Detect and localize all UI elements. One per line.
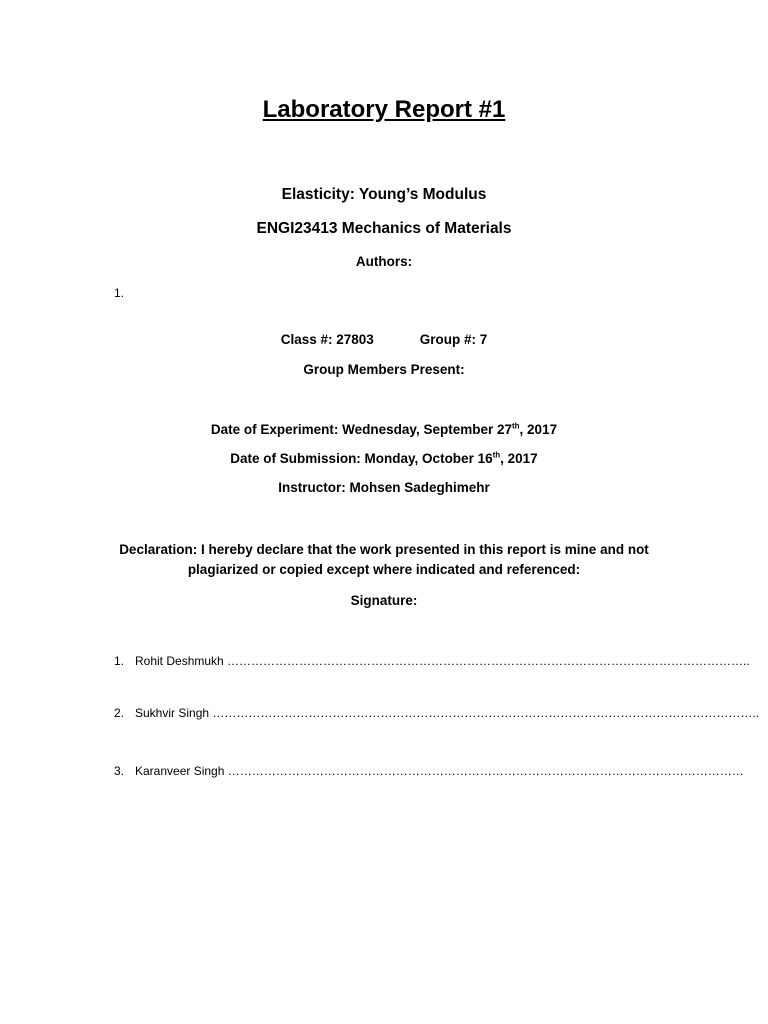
signature-line [114,764,744,778]
class-group-line [0,332,768,347]
experiment-date [0,422,768,437]
experiment-subtitle: Elasticity: Young’s Modulus [281,186,487,203]
report-title: Laboratory Report #1 [262,96,506,123]
members-present-label: Group Members Present: [303,362,465,377]
authors-list-number: 1. [114,286,125,300]
submission-date [0,451,768,466]
signature-number: 2. [114,706,125,720]
experiment-date-sup: th [511,421,520,431]
signature-label: Signature: [350,593,418,608]
signature-entry: Sukhvir Singh ……………………………………………………………………………………………………………………….. [135,706,760,720]
experiment-date-year: , 2017 [519,422,558,437]
signature-number: 1. [114,654,125,668]
signature-line [114,706,759,720]
signature-entry: Karanveer Singh ………………………………………………………………………………………………………………… [135,764,744,778]
submission-date-year: , 2017 [500,451,538,466]
signature-number: 3. [114,764,125,778]
declaration-line-1: Declaration: I hereby declare that the work presented in this report is mine and not [119,542,649,557]
submission-date-text: Date of Submission: Monday, October 16 [230,451,493,466]
class-number: Class #: 27803 [280,332,374,347]
submission-date-sup: th [492,450,501,460]
signature-line [114,654,750,668]
signature-entry: Rohit Deshmukh ………………………………………………………………………………………………………………….. [135,654,750,668]
experiment-date-text: Date of Experiment: Wednesday, September 27 [210,422,512,437]
instructor-name: Instructor: Mohsen Sadeghimehr [278,480,490,495]
group-number: Group #: 7 [419,332,488,347]
declaration-line-2: plagiarized or copied except where indicated and referenced: [187,562,581,577]
course-name: ENGI23413 Mechanics of Materials [256,220,512,237]
authors-label: Authors: [355,254,413,269]
